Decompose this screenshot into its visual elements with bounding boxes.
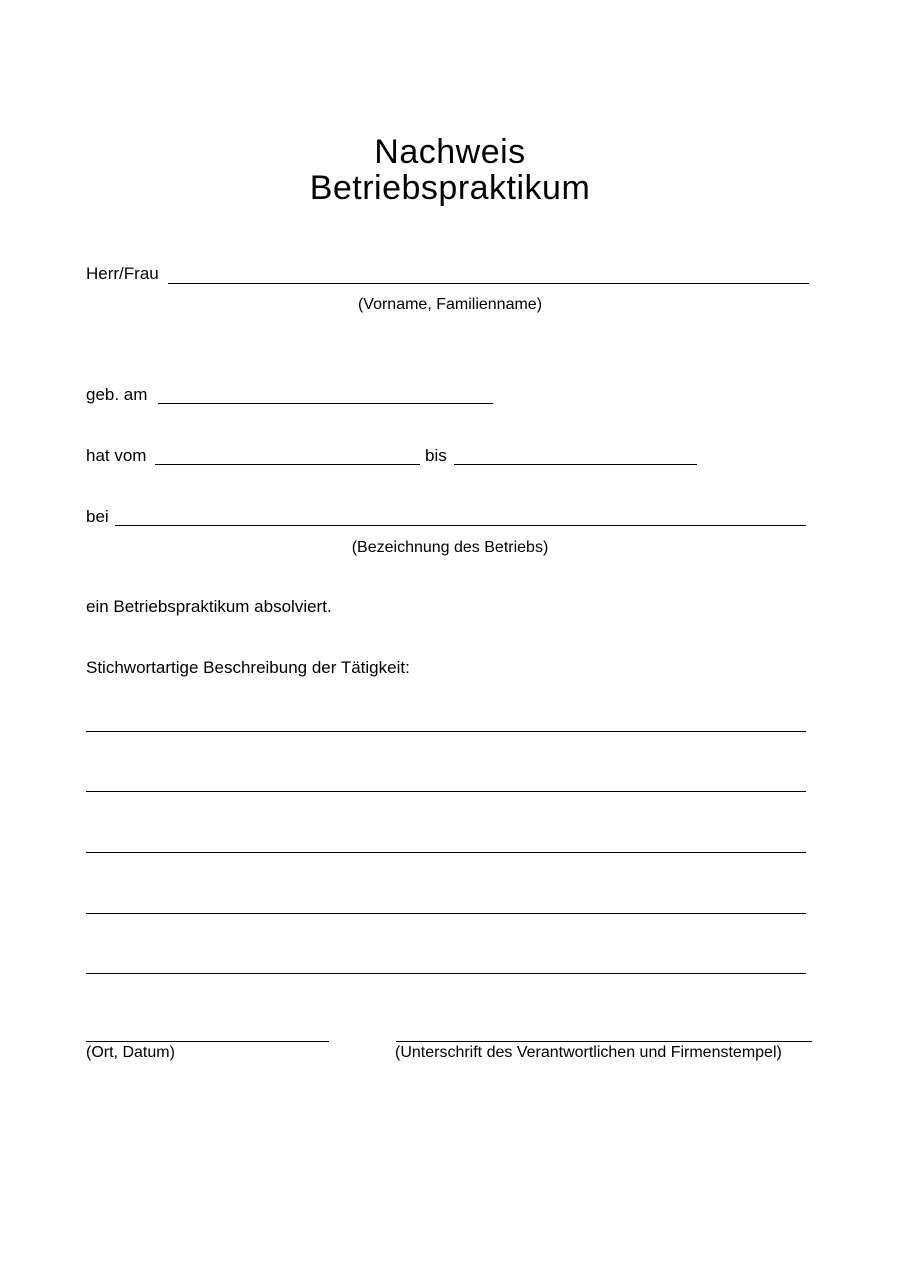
company-field[interactable] <box>115 525 806 526</box>
place-date-field[interactable] <box>86 1041 329 1042</box>
place-date-caption: (Ort, Datum) <box>86 1044 175 1061</box>
description-line[interactable] <box>86 852 806 853</box>
company-label: bei <box>86 507 109 526</box>
period-to-label: bis <box>425 446 447 465</box>
period-from-field[interactable] <box>155 464 420 465</box>
page-title-line-2: Betriebspraktikum <box>309 169 591 207</box>
birth-date-field[interactable] <box>158 403 493 404</box>
period-from-label: hat vom <box>86 446 147 465</box>
description-line[interactable] <box>86 973 806 974</box>
description-line[interactable] <box>86 913 806 914</box>
name-field[interactable] <box>168 283 809 284</box>
signature-caption: (Unterschrift des Verantwortlichen und Firmenstempel) <box>395 1044 782 1061</box>
page-title-line-1: Nachweis <box>374 133 526 171</box>
signature-field[interactable] <box>396 1041 812 1042</box>
description-label: Stichwortartige Beschreibung der Tätigkeit: <box>86 658 410 677</box>
period-to-field[interactable] <box>454 464 697 465</box>
completion-statement: ein Betriebspraktikum absolviert. <box>86 597 332 616</box>
birth-date-label: geb. am <box>86 385 148 404</box>
company-caption: (Bezeichnung des Betriebs) <box>351 539 549 556</box>
description-line[interactable] <box>86 791 806 792</box>
name-caption: (Vorname, Familienname) <box>357 296 543 313</box>
name-label: Herr/Frau <box>86 264 159 283</box>
description-line[interactable] <box>86 731 806 732</box>
